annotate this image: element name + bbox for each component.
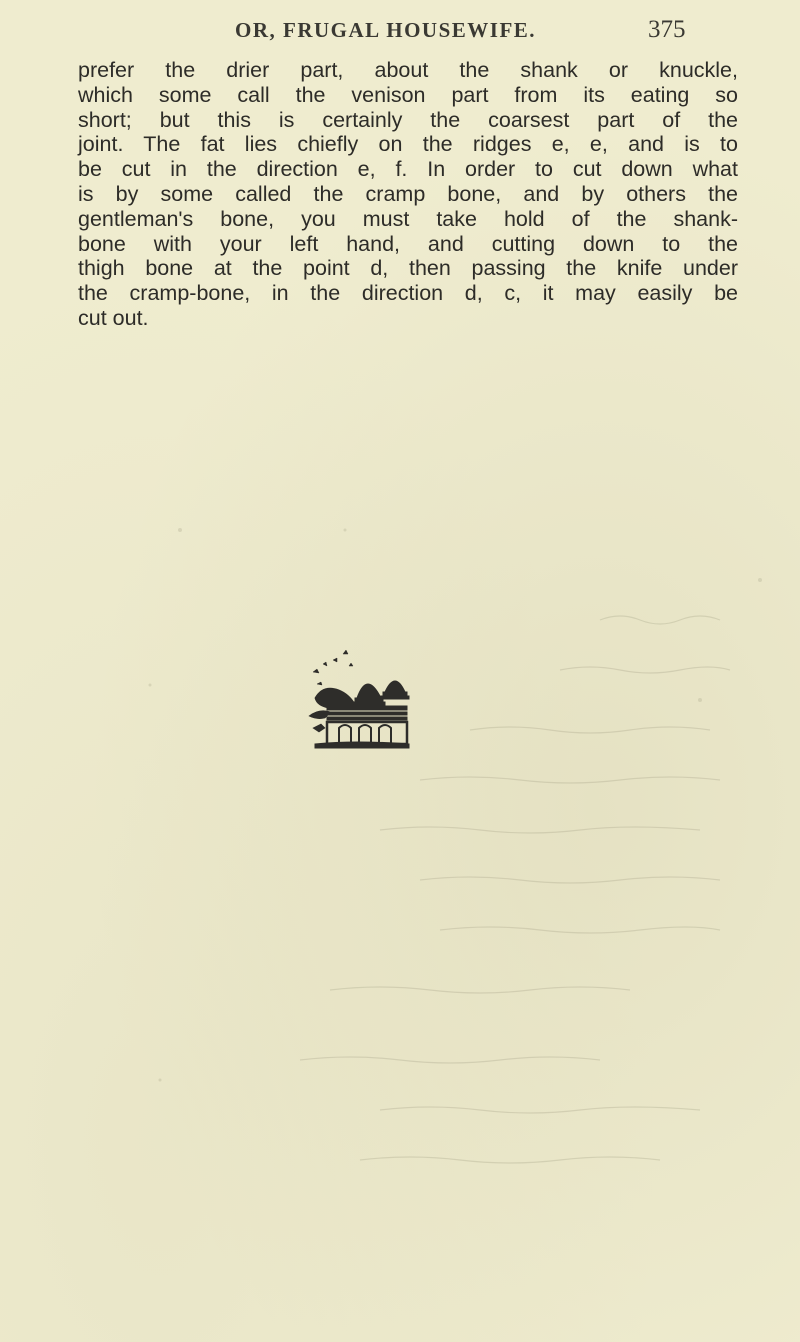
running-title: OR, FRUGAL HOUSEWIFE. [235,18,537,42]
text-line: thigh bone at the point d, then passing the knife under [78,256,738,281]
body-paragraph [78,58,738,331]
text-line: which some call the venison part from its eating so [78,82,738,107]
text-line: prefer the drier part, about the shank or knuckle, [78,58,738,82]
text-line: cut out. [78,305,149,330]
text-line: be cut in the direction e, f. In order to cut down what [78,157,738,182]
running-head [0,18,800,58]
page-number: 375 [648,16,686,43]
text-line: joint. The fat lies chiefly on the ridges e, e, and is to [78,132,738,157]
show-through-texture [0,340,800,1340]
text-line: bone with your left hand, and cutting down to the [78,231,738,256]
text-line: gentleman's bone, you must take hold of the shank- [78,206,738,231]
text-line: the cramp-bone, in the direction d, c, it may easily be [78,281,738,306]
printers-tailpiece-icon [305,640,410,750]
text-line: short; but this is certainly the coarsest part of the [78,107,738,132]
text-line: is by some called the cramp bone, and by others the [78,181,738,206]
